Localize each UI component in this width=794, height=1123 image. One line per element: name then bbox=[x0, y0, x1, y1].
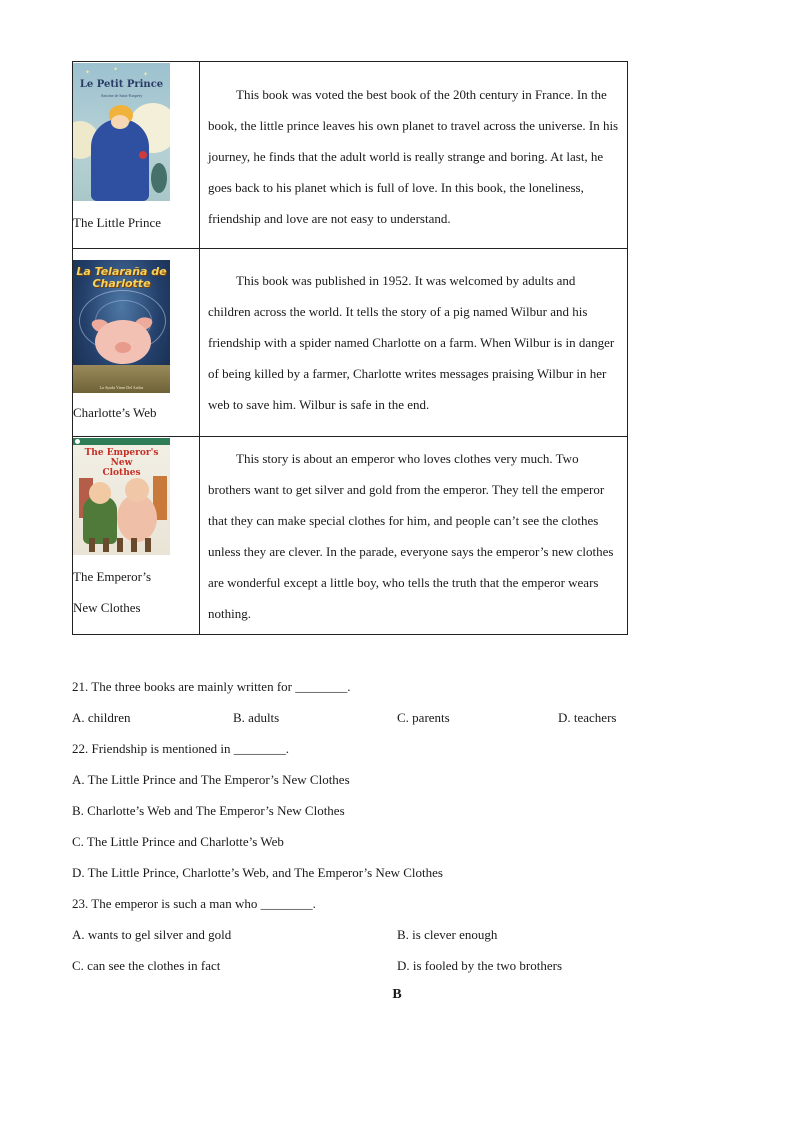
book-cover-cell bbox=[73, 249, 200, 437]
book-row-emperors-new-clothes bbox=[73, 437, 628, 635]
option-b: B. is clever enough bbox=[397, 927, 498, 942]
cover-title: Le Petit Prince bbox=[79, 79, 164, 90]
books-table bbox=[72, 61, 628, 635]
book-title-line1: The Emperor’s bbox=[73, 569, 152, 584]
book-title-line2: New Clothes bbox=[73, 600, 141, 615]
option-d: D. The Little Prince, Charlotte’s Web, and The Emperor’s New Clothes bbox=[72, 865, 443, 880]
option-b: B. adults bbox=[233, 710, 280, 725]
cover-subtitle: La Ayuda Viene Del Arriba bbox=[99, 385, 144, 390]
option-c: C. The Little Prince and Charlotte’s Web bbox=[72, 834, 284, 849]
cover-title: La Telaraña de Charlotte bbox=[76, 265, 167, 290]
book-row-little-prince bbox=[73, 62, 628, 249]
book-description-cell bbox=[200, 62, 628, 249]
option-b: B. Charlotte’s Web and The Emperor’s New Clothes bbox=[72, 803, 345, 818]
charlottes-web-cover-image bbox=[73, 260, 170, 393]
option-a: A. The Little Prince and The Emperor’s New Clothes bbox=[72, 772, 350, 787]
question-23-stem: 23. The emperor is such a man who ________. bbox=[72, 896, 316, 911]
book-title: Charlotte’s Web bbox=[73, 405, 157, 420]
book-cover-cell bbox=[73, 62, 200, 249]
book-description-cell bbox=[200, 437, 628, 635]
question-21-stem: 21. The three books are mainly written for ________. bbox=[72, 679, 351, 694]
book-description-cell bbox=[200, 249, 628, 437]
book-description: This book was voted the best book of the 20th century in France. In the book, the little prince leaves his own planet to travel across the universe. In his journey, he finds that the adult world is really strange and boring. At last, he goes back to his planet which is full of love. In this book, the loneliness, friendship and love are not easy to understand. bbox=[208, 87, 619, 226]
book-row-charlottes-web bbox=[73, 249, 628, 437]
option-a: A. children bbox=[72, 710, 131, 725]
book-cover-cell bbox=[73, 437, 200, 635]
option-d: D. teachers bbox=[558, 710, 617, 725]
book-title: The Little Prince bbox=[73, 215, 162, 230]
question-22-stem: 22. Friendship is mentioned in ________. bbox=[72, 741, 290, 756]
question-23-options-ab bbox=[72, 919, 652, 950]
option-a: A. wants to gel silver and gold bbox=[72, 927, 232, 942]
option-c: C. parents bbox=[397, 710, 450, 725]
book-description: This book was published in 1952. It was welcomed by adults and children across the world. It tells the story of a pig named Wilbur and his friendship with a spider named Charlotte on a farm. When Wilbur is in danger of being killed by a farmer, Charlotte writes messages praising Wilbur in her web to save him. Wilbur is safe in the end. bbox=[208, 273, 615, 412]
emperors-new-clothes-cover-image bbox=[73, 438, 170, 555]
section-heading-b: B bbox=[392, 987, 402, 1002]
option-d: D. is fooled by the two brothers bbox=[397, 958, 563, 973]
questions-section bbox=[72, 671, 652, 981]
question-23-options-cd bbox=[72, 950, 652, 981]
book-description: This story is about an emperor who loves clothes very much. Two brothers want to get silver and gold from the emperor. They tell the emperor that they can make special clothes for him, and people can’t see the clothes unless they are clever. In the parade, everyone says the emperor’s new clothes are wonderful except a little boy, who tells the truth that the emperor wears nothing. bbox=[208, 451, 614, 621]
cover-subtitle: Antoine de Saint-Exupéry bbox=[100, 93, 143, 98]
little-prince-cover-image: ✦ ✦ ✦ Le Petit Prince Antoine de Saint-Exupéry bbox=[73, 63, 170, 201]
option-c: C. can see the clothes in fact bbox=[72, 958, 221, 973]
cover-title: The Emperor's New Clothes bbox=[84, 448, 159, 478]
question-21-options bbox=[72, 702, 652, 733]
